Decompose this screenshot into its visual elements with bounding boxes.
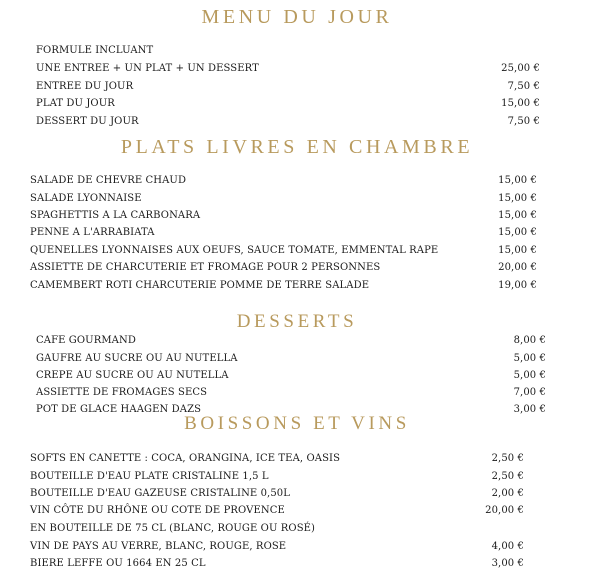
- item-label: VIN CÔTE DU RHÔNE OU COTE DE PROVENCE: [30, 505, 285, 516]
- item-label: SALADE LYONNAISE: [30, 193, 142, 204]
- item-price: 15,00 €: [501, 98, 540, 109]
- item-price: 20,00 €: [485, 505, 524, 516]
- item-label: BOUTEILLE D'EAU GAZEUSE CRISTALINE 0,50L: [30, 488, 291, 499]
- item-label: UNE ENTREE + UN PLAT + UN DESSERT: [36, 63, 259, 74]
- item-label: PLAT DU JOUR: [36, 98, 115, 109]
- item-label: SPAGHETTIS A LA CARBONARA: [30, 210, 201, 221]
- item-label: FORMULE INCLUANT: [36, 45, 154, 56]
- item-price: 15,00 €: [498, 210, 537, 221]
- item-label: GAUFRE AU SUCRE OU AU NUTELLA: [36, 353, 238, 364]
- item-price: 19,00 €: [498, 280, 537, 291]
- item-price: 3,00 €: [491, 558, 524, 569]
- section-title-desserts: DESSERTS: [236, 311, 358, 332]
- item-price: 15,00 €: [498, 227, 537, 238]
- item-price: 2,50 €: [491, 471, 524, 482]
- item-label: SOFTS EN CANETTE : COCA, ORANGINA, ICE TEA, OASIS: [30, 453, 341, 464]
- item-price: 2,00 €: [491, 488, 524, 499]
- item-price: 15,00 €: [498, 245, 537, 256]
- item-label: QUENELLES LYONNAISES AUX OEUFS, SAUCE TOMATE, EMMENTAL RAPE: [30, 245, 439, 256]
- item-price: 2,50 €: [491, 453, 524, 464]
- section-title-plats-livres: PLATS LIVRES EN CHAMBRE: [120, 136, 474, 158]
- item-price: 15,00 €: [498, 175, 537, 186]
- item-price: 3,00 €: [513, 404, 546, 415]
- item-label: PENNE A L'ARRABIATA: [30, 227, 155, 238]
- item-price: 4,00 €: [491, 541, 524, 552]
- item-price: 7,50 €: [507, 81, 540, 92]
- item-price: 20,00 €: [498, 262, 537, 273]
- item-label: BIERE LEFFE OU 1664 EN 25 CL: [30, 558, 206, 569]
- item-label: ASSIETTE DE FROMAGES SECS: [36, 387, 208, 398]
- item-label: VIN DE PAYS AU VERRE, BLANC, ROUGE, ROSE: [30, 541, 287, 552]
- item-label: CAMEMBERT ROTI CHARCUTERIE POMME DE TERRE SALADE: [30, 280, 370, 291]
- item-price: 5,00 €: [513, 353, 546, 364]
- item-price: 15,00 €: [498, 193, 537, 204]
- section-title-boissons: BOISSONS ET VINS: [184, 413, 410, 434]
- item-price: 7,00 €: [513, 387, 546, 398]
- item-label: CAFE GOURMAND: [36, 335, 136, 346]
- item-label: CREPE AU SUCRE OU AU NUTELLA: [36, 370, 229, 381]
- item-price: 8,00 €: [513, 335, 546, 346]
- item-label: SALADE DE CHEVRE CHAUD: [30, 175, 187, 186]
- item-price: 5,00 €: [513, 370, 546, 381]
- section-title-menu-du-jour: MENU DU JOUR: [201, 6, 393, 28]
- item-price: 25,00 €: [501, 63, 540, 74]
- item-label: EN BOUTEILLE DE 75 CL (BLANC, ROUGE OU ROSÉ): [30, 523, 316, 534]
- item-label: DESSERT DU JOUR: [36, 116, 139, 127]
- item-label: BOUTEILLE D'EAU PLATE CRISTALINE 1,5 L: [30, 471, 269, 482]
- item-price: 7,50 €: [507, 116, 540, 127]
- item-label: ASSIETTE DE CHARCUTERIE ET FROMAGE POUR 2 PERSONNES: [30, 262, 381, 273]
- item-label: POT DE GLACE HAAGEN DAZS: [36, 404, 202, 415]
- item-label: ENTREE DU JOUR: [36, 81, 134, 92]
